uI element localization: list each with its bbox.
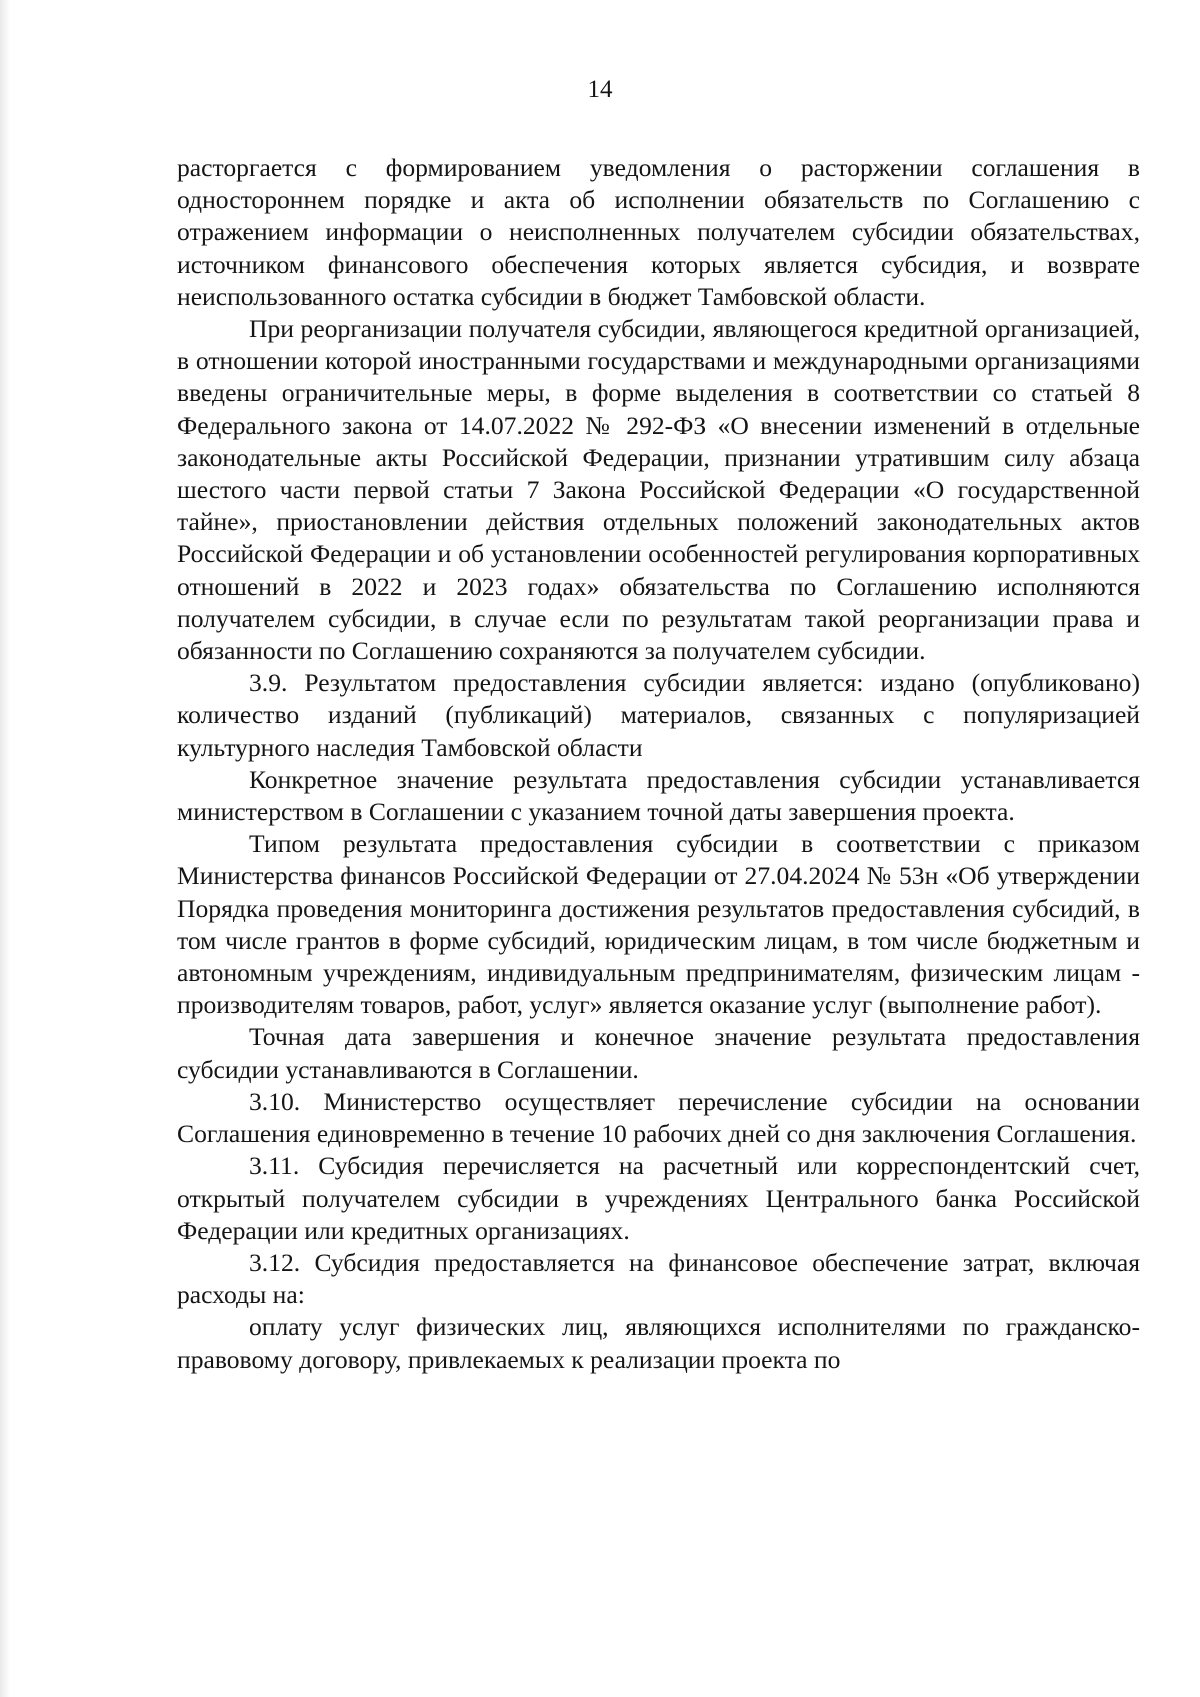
paragraph-3-12-costs: 3.12. Субсидия предоставляется на финансовое обеспечение затрат, включая расходы на: [177,1247,1140,1310]
paragraph-reorganization: При реорганизации получателя субсидии, являющегося кредитной организацией, в отношении которой иностранными государствами и международными организациями введены ограничительные меры, в форме выделения в соответствии со статьей 8 Федерального закона от 14.07.2022 № 292-ФЗ «О внесении изменений в отдельные законодательные акты Российской Федерации, признании утратившим силу абзаца шестого части первой статьи 7 Закона Российской Федерации «О государственной тайне», приостановлении действия отдельных положений законодательных актов Российской Федерации и об установлении особенностей регулирования корпоративных отношений в 2022 и 2023 годах» обязательства по Соглашению исполняются получателем субсидии, в случае если по результатам такой реорганизации права и обязанности по Соглашению сохраняются за получателем субсидии. [177,314,1140,666]
scan-edge [0,0,10,1697]
paragraph-3-10-transfer: 3.10. Министерство осуществляет перечисление субсидии на основании Соглашения единовременно в течение 10 рабочих дней со дня заключения Соглашения. [177,1086,1140,1149]
paragraph-completion-date: Точная дата завершения и конечное значение результата предоставления субсидии устанавливаются в Соглашении. [177,1022,1140,1084]
paragraph-3-11-account: 3.11. Субсидия перечисляется на расчетный или корреспондентский счет, открытый получателем субсидии в учреждениях Центрального банка Российской Федерации или кредитных организациях. [177,1151,1140,1245]
paragraph-services-payment: оплату услуг физических лиц, являющихся исполнителями по гражданско-правовому договору, привлекаемых к реализации проекта по [177,1312,1140,1374]
document-body [177,152,1140,1376]
page-number: 14 [587,76,613,103]
paragraph-3-9-result: 3.9. Результатом предоставления субсидии является: издано (опубликовано) количество изданий (публикаций) материалов, связанных с популяризацией культурного наследия Тамбовской области [177,668,1140,762]
paragraph-termination-continuation: расторгается с формированием уведомления о расторжении соглашения в одностороннем порядке и акта об исполнении обязательств по Соглашению с отражением информации о неисполненных получателем субсидии обязательствах, источником финансового обеспечения которых является субсидия, и возврате неиспользованного остатка субсидии в бюджет Тамбовской области. [177,153,1140,311]
paragraph-result-type: Типом результата предоставления субсидии в соответствии с приказом Министерства финансов Российской Федерации от 27.04.2024 № 53н «Об утверждении Порядка проведения мониторинга достижения результатов предоставления субсидий, в том числе грантов в форме субсидий, юридическим лицам, в том числе бюджетным и автономным учреждениям, индивидуальным предпринимателям, физическим лицам - производителям товаров, работ, услуг» является оказание услуг (выполнение работ). [177,829,1140,1020]
paragraph-specific-value: Конкретное значение результата предоставления субсидии устанавливается министерством в Соглашении с указанием точной даты завершения проекта. [177,764,1140,827]
